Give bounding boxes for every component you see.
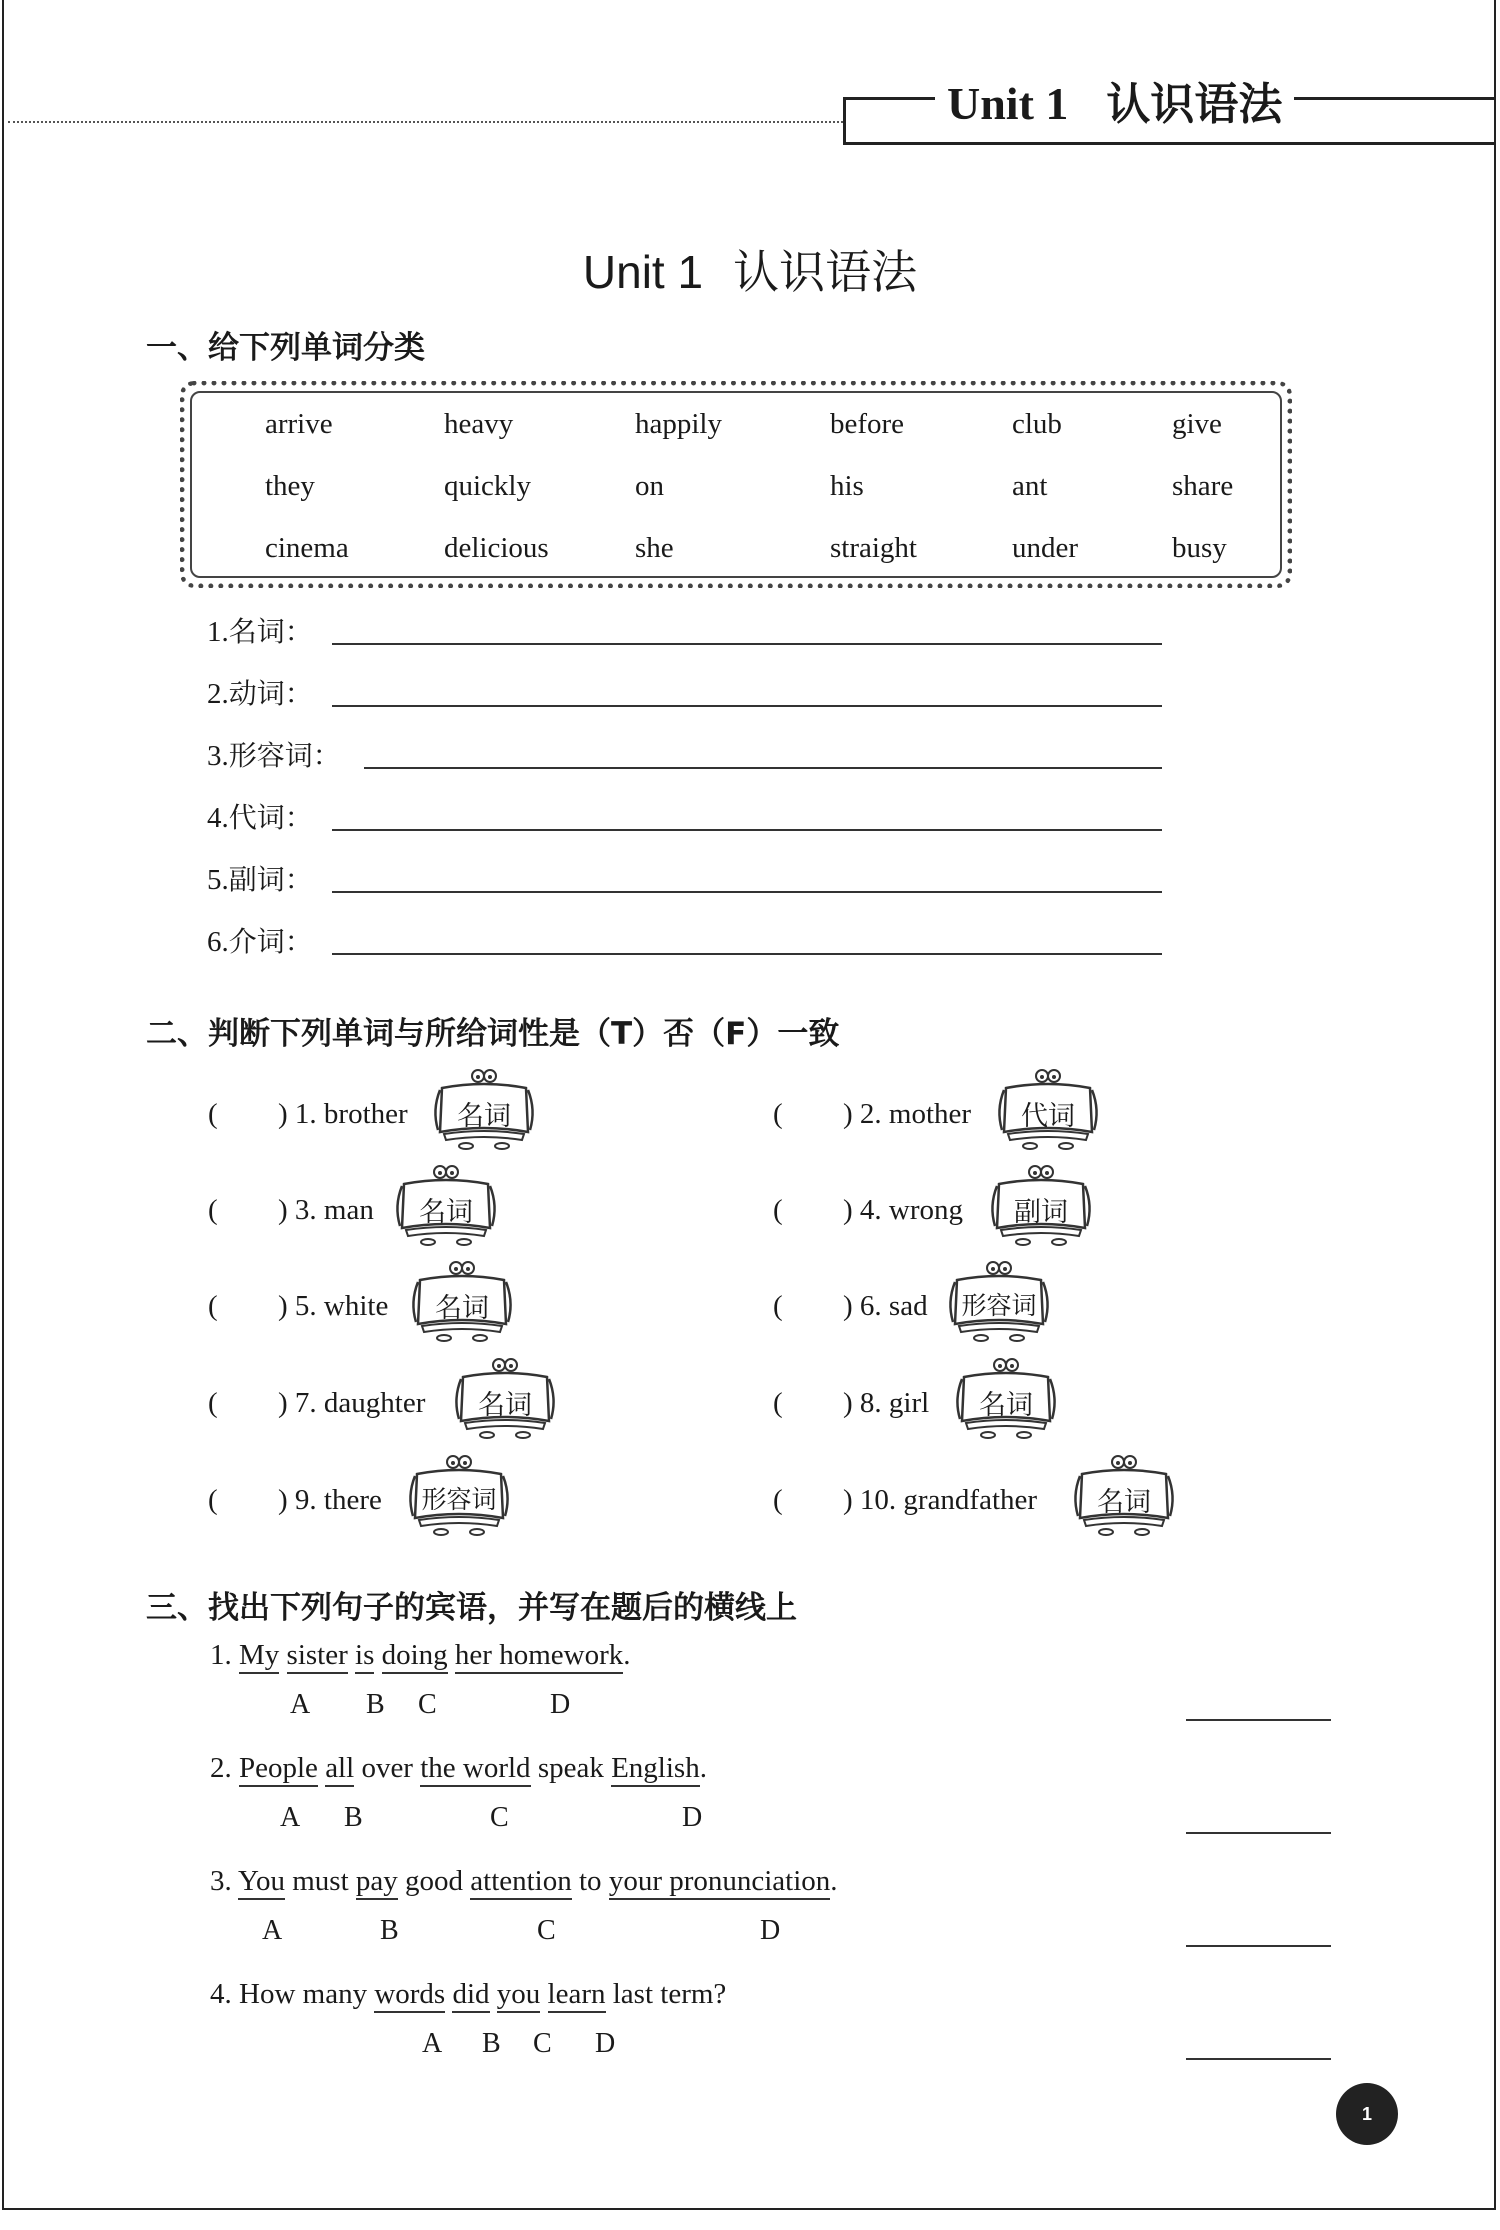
word-bank-item: she: [635, 532, 674, 564]
underlined-phrase: the world: [420, 1752, 530, 1787]
answer-blank-line[interactable]: [1186, 2058, 1331, 2060]
part-of-speech-badge: [449, 1357, 561, 1441]
underlined-phrase: learn: [548, 1978, 606, 2013]
part-of-speech-label: 名词: [979, 1390, 1033, 1421]
option-letter: A: [290, 1689, 311, 1720]
category-number: 6.: [207, 926, 229, 958]
underlined-phrase: attention: [470, 1865, 571, 1900]
category-name: 形容词：: [228, 739, 341, 772]
category-label: [207, 672, 313, 712]
judge-word: ) 2. mother: [843, 1098, 972, 1130]
page-title-unit: Unit 1: [582, 246, 704, 298]
category-number: 5.: [207, 864, 229, 896]
part-of-speech-label: 名词: [435, 1293, 489, 1324]
answer-paren[interactable]: (: [208, 1098, 218, 1130]
sentence-text: speak: [530, 1752, 612, 1784]
sentence-text: .: [699, 1752, 707, 1784]
answer-blank-line[interactable]: [332, 829, 1162, 831]
judge-item: [773, 1290, 928, 1323]
underlined-phrase: you: [497, 1978, 541, 2013]
part-of-speech-label: 副词: [1014, 1197, 1068, 1228]
underlined-phrase: sister: [287, 1639, 348, 1674]
judge-word: ) 3. man: [278, 1194, 374, 1226]
sentence-text: over: [354, 1752, 421, 1784]
sentence: [210, 1752, 707, 1785]
answer-blank-line[interactable]: [332, 891, 1162, 893]
section2-heading: 二、判断下列单词与所给词性是（T）否（F）一致: [146, 1016, 840, 1052]
word-bank-item: happily: [635, 408, 722, 440]
category-label: [207, 858, 313, 898]
judge-item: [208, 1098, 408, 1131]
judge-item: [208, 1484, 382, 1517]
category-name: 名词：: [228, 615, 313, 648]
sentence-text: [490, 1978, 497, 2010]
option-letter: A: [262, 1915, 283, 1946]
part-of-speech-badge: [950, 1357, 1062, 1441]
underlined-phrase: My: [239, 1639, 279, 1674]
sentence-text: 4. How many: [210, 1978, 375, 2010]
word-bank-item: share: [1172, 470, 1234, 502]
answer-paren[interactable]: (: [773, 1290, 783, 1322]
judge-item: [773, 1484, 1037, 1517]
answer-paren[interactable]: (: [208, 1290, 218, 1322]
option-letter: D: [550, 1689, 571, 1720]
section3-heading: 三、找出下列句子的宾语，并写在题后的横线上: [146, 1590, 797, 1626]
word-bank-item: his: [830, 470, 864, 502]
word-bank-item: give: [1172, 408, 1222, 440]
word-bank-item: on: [635, 470, 664, 502]
header-dotted-rule: [8, 121, 843, 123]
part-of-speech-badge: [406, 1260, 518, 1344]
option-letter: D: [682, 1802, 703, 1833]
page-title-cn: 认识语法: [733, 245, 918, 299]
option-letter: C: [490, 1802, 509, 1833]
underlined-phrase: did: [452, 1978, 489, 2013]
judge-word: ) 8. girl: [843, 1387, 930, 1419]
word-bank-item: delicious: [444, 532, 549, 564]
word-bank-item: arrive: [265, 408, 333, 440]
part-of-speech-badge: [428, 1068, 540, 1152]
sentence-text: must: [284, 1865, 356, 1897]
part-of-speech-label: 形容词: [421, 1485, 497, 1514]
answer-blank-line[interactable]: [1186, 1945, 1331, 1947]
judge-item: [773, 1098, 971, 1131]
answer-paren[interactable]: (: [208, 1484, 218, 1516]
page-title: [0, 236, 1500, 302]
option-letter: D: [595, 2028, 616, 2059]
answer-blank-line[interactable]: [332, 953, 1162, 955]
category-label: [207, 920, 313, 960]
option-letter: B: [380, 1915, 399, 1946]
option-letter: B: [482, 2028, 501, 2059]
word-bank-item: quickly: [444, 470, 531, 502]
sentence-text: [448, 1639, 455, 1671]
judge-word: ) 4. wrong: [843, 1194, 964, 1226]
word-bank-item: they: [265, 470, 315, 502]
judge-item: [208, 1194, 374, 1227]
underlined-phrase: your pronunciation: [609, 1865, 830, 1900]
underlined-phrase: words: [374, 1978, 445, 2013]
category-number: 2.: [207, 678, 229, 710]
word-bank-item: club: [1012, 408, 1062, 440]
sentence-text: good: [397, 1865, 471, 1897]
category-number: 3.: [207, 740, 229, 772]
part-of-speech-badge: [390, 1164, 502, 1248]
underlined-phrase: English: [611, 1752, 700, 1787]
sentence-text: last term?: [605, 1978, 727, 2010]
running-header-unit: Unit 1: [947, 78, 1069, 129]
category-name: 代词：: [228, 801, 313, 834]
word-bank-item: ant: [1012, 470, 1048, 502]
answer-paren[interactable]: (: [773, 1194, 783, 1226]
underlined-phrase: doing: [382, 1639, 448, 1674]
part-of-speech-badge: [1068, 1454, 1180, 1538]
answer-blank-line[interactable]: [332, 705, 1162, 707]
part-of-speech-badge: [943, 1260, 1055, 1344]
answer-blank-line[interactable]: [1186, 1832, 1331, 1834]
section1-heading: 一、给下列单词分类: [146, 330, 425, 366]
judge-word: ) 1. brother: [278, 1098, 408, 1130]
part-of-speech-label: 代词: [1021, 1101, 1075, 1132]
sentence: [210, 1639, 630, 1672]
judge-word: ) 10. grandfather: [843, 1484, 1038, 1516]
word-bank-item: cinema: [265, 532, 349, 564]
option-letter: B: [344, 1802, 363, 1833]
judge-item: [773, 1194, 963, 1227]
category-name: 动词：: [228, 677, 313, 710]
word-bank-item: straight: [830, 532, 917, 564]
answer-paren[interactable]: (: [773, 1387, 783, 1419]
sentence-text: to: [571, 1865, 609, 1897]
underlined-phrase: You: [238, 1865, 285, 1900]
category-label: [207, 796, 313, 836]
sentence-text: 3.: [210, 1865, 238, 1897]
option-letter: C: [537, 1915, 556, 1946]
word-bank-item: under: [1012, 532, 1079, 564]
underlined-phrase: People: [239, 1752, 318, 1787]
judge-word: ) 9. there: [278, 1484, 382, 1516]
running-header-title: 认识语法: [1106, 79, 1283, 130]
option-letter: D: [760, 1915, 781, 1946]
option-letter: A: [422, 2028, 443, 2059]
part-of-speech-label: 名词: [419, 1197, 473, 1228]
judge-word: ) 6. sad: [843, 1290, 928, 1322]
word-bank-item: before: [830, 408, 905, 440]
sentence-text: [279, 1639, 286, 1671]
sentence-text: .: [830, 1865, 838, 1897]
answer-blank-line[interactable]: [1186, 1719, 1331, 1721]
sentence-text: 2.: [210, 1752, 239, 1784]
underlined-phrase: her homework: [455, 1639, 623, 1674]
category-label: [207, 734, 341, 774]
category-label: [207, 610, 313, 650]
answer-paren[interactable]: (: [773, 1098, 783, 1130]
part-of-speech-label: 名词: [457, 1101, 511, 1132]
sentence-text: .: [623, 1639, 631, 1671]
sentence-text: [540, 1978, 547, 2010]
answer-blank-line[interactable]: [364, 767, 1162, 769]
underlined-phrase: all: [325, 1752, 354, 1787]
answer-paren[interactable]: (: [773, 1484, 783, 1516]
underlined-phrase: is: [355, 1639, 374, 1674]
word-bank-item: busy: [1172, 532, 1227, 564]
option-letter: C: [533, 2028, 552, 2059]
category-number: 4.: [207, 802, 229, 834]
category-number: 1.: [207, 616, 229, 648]
page-number: 1: [1336, 2083, 1398, 2145]
sentence: [210, 1978, 726, 2011]
word-bank-item: heavy: [444, 408, 514, 440]
judge-item: [208, 1290, 388, 1323]
part-of-speech-label: 名词: [478, 1390, 532, 1421]
option-letter: C: [418, 1689, 437, 1720]
sentence-text: [374, 1639, 381, 1671]
judge-word: ) 7. daughter: [278, 1387, 426, 1419]
running-header: [935, 68, 1294, 132]
option-letter: B: [366, 1689, 385, 1720]
answer-blank-line[interactable]: [332, 643, 1162, 645]
sentence-text: 1.: [210, 1639, 239, 1671]
category-name: 副词：: [228, 863, 313, 896]
option-letter: A: [280, 1802, 301, 1833]
category-name: 介词：: [228, 925, 313, 958]
part-of-speech-badge: [992, 1068, 1104, 1152]
sentence: [210, 1865, 838, 1898]
underlined-phrase: pay: [356, 1865, 398, 1900]
answer-paren[interactable]: (: [208, 1194, 218, 1226]
judge-item: [773, 1387, 929, 1420]
answer-paren[interactable]: (: [208, 1387, 218, 1419]
judge-item: [208, 1387, 425, 1420]
part-of-speech-label: 形容词: [961, 1291, 1037, 1320]
part-of-speech-badge: [985, 1164, 1097, 1248]
part-of-speech-label: 名词: [1097, 1487, 1151, 1518]
part-of-speech-badge: [403, 1454, 515, 1538]
sentence-text: [348, 1639, 355, 1671]
judge-word: ) 5. white: [278, 1290, 389, 1322]
